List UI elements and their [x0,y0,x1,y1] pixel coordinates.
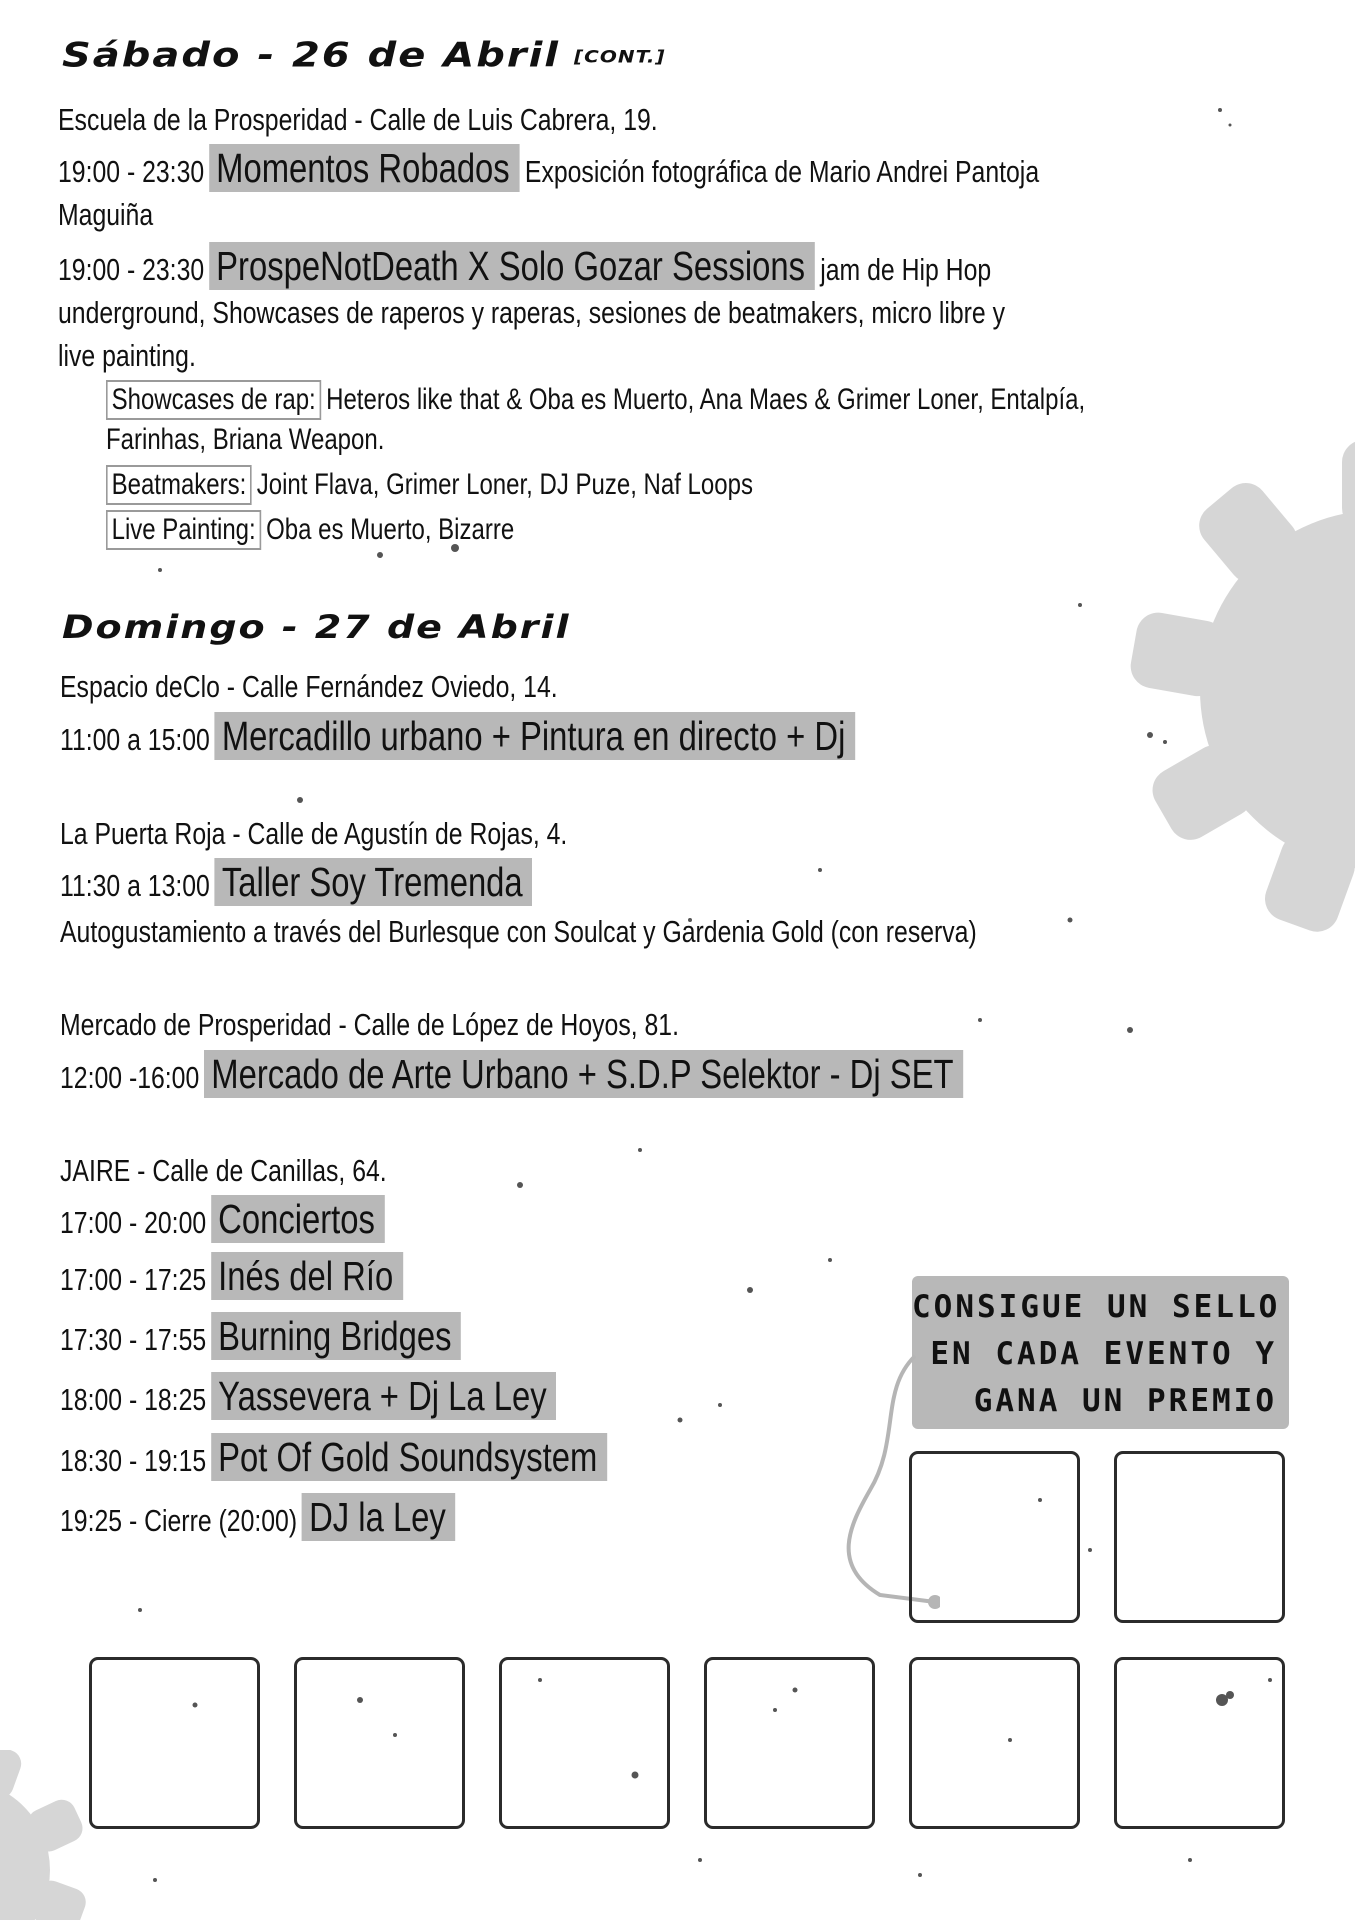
event-description-cont: underground, Showcases de raperos y raperas, sesiones de beatmakers, micro libre y [58,295,1006,330]
event-description: jam de Hip Hop [820,252,992,287]
callout-line: CONSIGUE UN SELLO [912,1289,1281,1325]
saturday-heading [62,36,666,75]
detail-value: Oba es Muerto, Bizarre [266,513,515,546]
event-time: 11:30 a 13:00 [60,868,210,903]
callout-line: GANA UN PREMIO [973,1383,1277,1419]
event-name-highlight: Pot Of Gold Soundsystem [211,1433,607,1481]
event-time: 17:00 - 20:00 [60,1205,207,1240]
event-name-highlight: DJ la Ley [302,1493,456,1541]
detail-value: Heteros like that & Oba es Muerto, Ana Maes & Grimer Loner, Entalpía, [326,383,1086,416]
event-time: 19:00 - 23:30 [58,252,205,287]
event-name-highlight: Inés del Río [211,1252,403,1300]
event-time: 19:25 - Cierre (20:00) [60,1503,298,1538]
stamp-box[interactable] [909,1451,1080,1623]
detail-value-cont: Farinhas, Briana Weapon. [106,423,385,456]
venue-jaire: JAIRE - Calle de Canillas, 64. [60,1153,387,1188]
event-name-highlight: Burning Bridges [211,1312,461,1360]
event-time: 18:30 - 19:15 [60,1443,207,1478]
jaire-event-row [60,1195,1284,1244]
detail-label: Beatmakers: [106,465,252,505]
venue-puerta-roja: La Puerta Roja - Calle de Agustín de Rojas, 4. [60,816,568,851]
event-time: 11:00 a 15:00 [60,722,210,757]
venue-espacio-declo: Espacio deClo - Calle Fernández Oviedo, 14. [60,669,558,704]
event-name-highlight: Mercado de Arte Urbano + S.D.P Selektor - Dj SET [204,1050,963,1098]
event-taller [60,858,1284,907]
event-name-highlight: Yassevera + Dj La Ley [211,1372,556,1420]
stamp-callout [912,1276,1289,1429]
continued-tag: [CONT.] [574,46,666,67]
jaire-event-row [60,1433,1284,1482]
event-momentos-robados [58,144,1282,236]
event-time: 18:00 - 18:25 [60,1382,207,1417]
stamp-box[interactable] [909,1657,1080,1829]
jaire-event-row [60,1493,1284,1542]
detail-beatmakers [106,465,1266,505]
event-name-highlight: Taller Soy Tremenda [215,858,533,906]
event-taller-description: Autogustamiento a través del Burlesque con Soulcat y Gardenia Gold (con reserva) [60,914,977,949]
detail-label: Live Painting: [106,510,261,550]
event-name-highlight: ProspeNotDeath X Solo Gozar Sessions [209,242,815,290]
stamp-box[interactable] [704,1657,875,1829]
event-time: 19:00 - 23:30 [58,154,205,189]
event-time: 17:00 - 17:25 [60,1262,207,1297]
event-mercadillo [60,712,1284,761]
event-time: 17:30 - 17:55 [60,1322,207,1357]
detail-showcases [106,380,1266,460]
stamp-box[interactable] [1114,1657,1285,1829]
stamp-box[interactable] [499,1657,670,1829]
detail-live-painting [106,510,1266,550]
event-name-highlight: Momentos Robados [209,144,519,192]
callout-line: EN CADA EVENTO Y [930,1336,1277,1372]
event-description-cont: Maguiña [58,197,154,232]
stamp-box[interactable] [294,1657,465,1829]
event-description: Exposición fotográfica de Mario Andrei Pantoja [524,154,1040,189]
event-mercado-arte [60,1050,1284,1099]
event-name-highlight: Mercadillo urbano + Pintura en directo + Dj [215,712,855,760]
saturday-title: Sábado - 26 de Abril [62,36,561,76]
event-description-cont: live painting. [58,338,196,373]
stamp-box[interactable] [1114,1451,1285,1623]
detail-label: Showcases de rap: [106,380,321,420]
saturday-venue: Escuela de la Prosperidad - Calle de Luis Cabrera, 19. [58,102,658,137]
detail-value: Joint Flava, Grimer Loner, DJ Puze, Naf Loops [256,468,753,501]
sunday-heading: Domingo - 27 de Abril [62,608,571,646]
event-time: 12:00 -16:00 [60,1060,200,1095]
event-prospenotdeath [58,242,1282,377]
stamp-box[interactable] [89,1657,260,1829]
venue-mercado-prosperidad: Mercado de Prosperidad - Calle de López de Hoyos, 81. [60,1007,679,1042]
event-name-highlight: Conciertos [211,1195,385,1243]
